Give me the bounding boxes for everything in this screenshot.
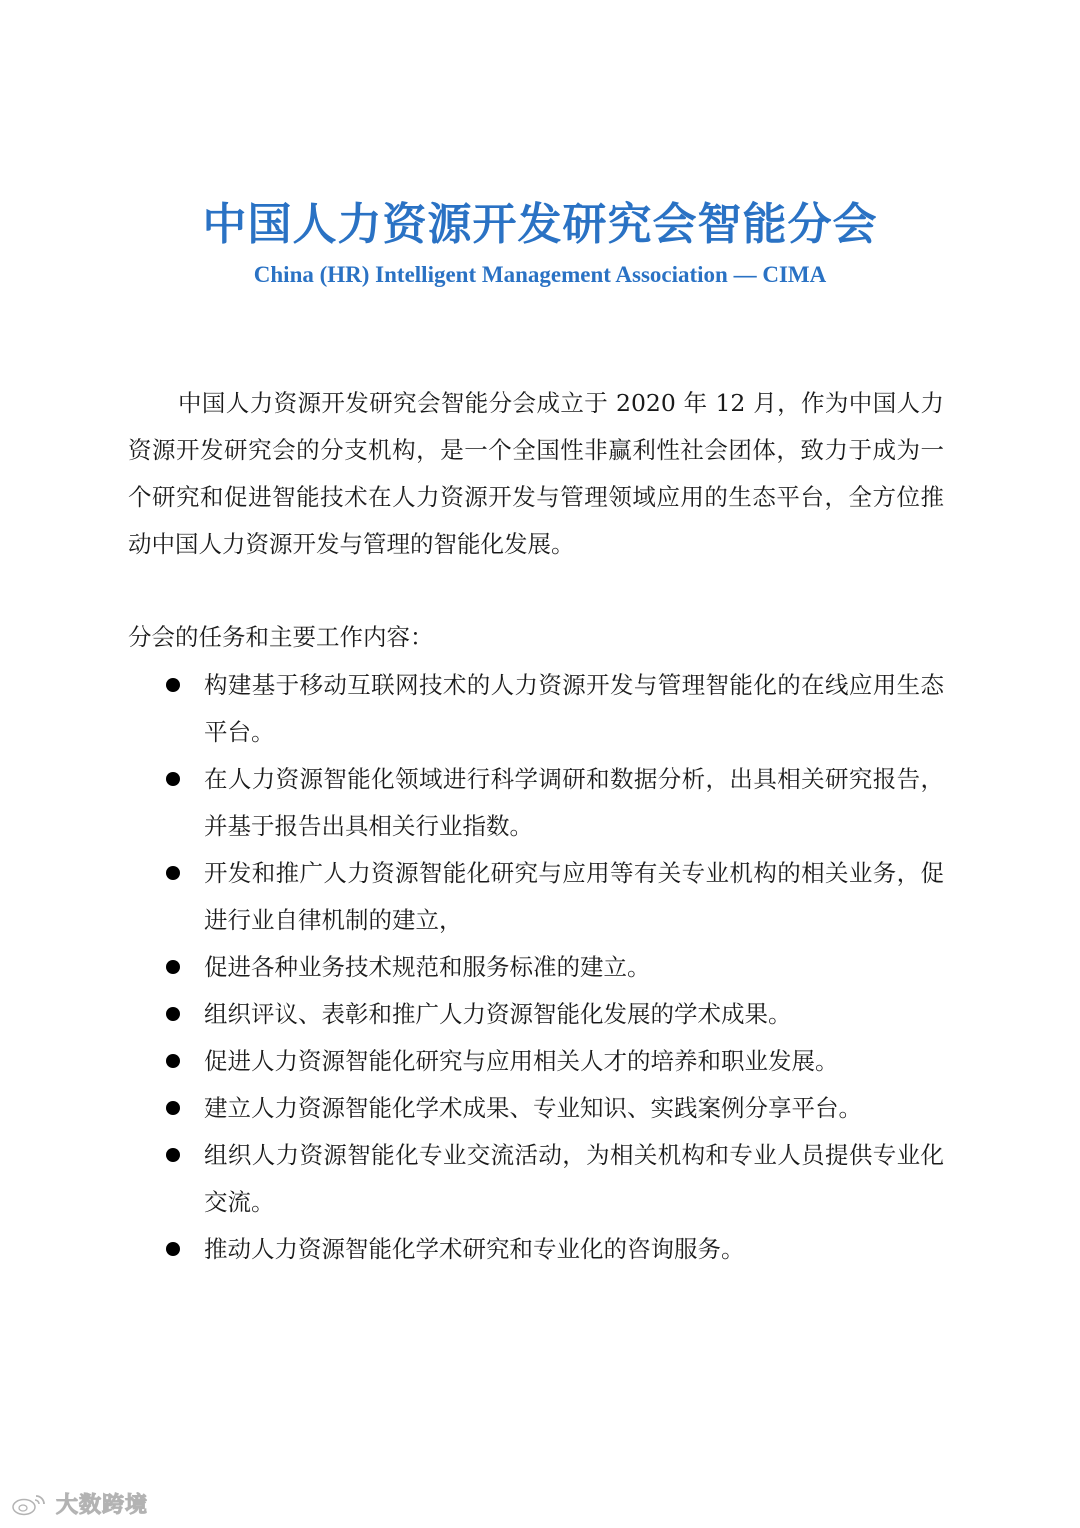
bullet-icon	[166, 866, 180, 880]
list-item-text: 推动人力资源智能化学术研究和专业化的咨询服务。	[204, 1235, 745, 1263]
list-item	[128, 756, 944, 850]
bullet-icon	[166, 1148, 180, 1162]
bullet-icon	[166, 1101, 180, 1115]
list-item	[128, 991, 944, 1038]
list-item	[128, 944, 944, 991]
list-item-text: 组织人力资源智能化专业交流活动，为相关机构和专业人员提供专业化交流。	[204, 1141, 944, 1216]
page-title: 中国人力资源开发研究会智能分会	[202, 199, 878, 250]
intro-paragraph: 中国人力资源开发研究会智能分会成立于 2020 年 12 月，作为中国人力资源开发研究会的分支机构，是一个全国性非赢利性社会团体，致力于成为一个研究和促进智能技术在人力资源开发与管理领域应用的生态平台，全方位推动中国人力资源开发与管理的智能化发展。	[128, 389, 944, 558]
bullet-icon	[166, 1054, 180, 1068]
list-item-text: 开发和推广人力资源智能化研究与应用等有关专业机构的相关业务，促进行业自律机制的建立，	[204, 859, 944, 934]
list-item-text: 建立人力资源智能化学术成果、专业知识、实践案例分享平台。	[204, 1094, 862, 1122]
list-item-text: 促进人力资源智能化研究与应用相关人才的培养和职业发展。	[204, 1047, 839, 1075]
bullet-icon	[166, 1242, 180, 1256]
list-item	[128, 850, 944, 944]
weibo-logo-icon	[10, 1492, 50, 1516]
bullet-icon	[166, 678, 180, 692]
list-item-text: 构建基于移动互联网技术的人力资源开发与管理智能化的在线应用生态平台。	[204, 671, 944, 746]
list-item-text: 促进各种业务技术规范和服务标准的建立。	[204, 953, 651, 981]
list-item-text: 组织评议、表彰和推广人力资源智能化发展的学术成果。	[204, 1000, 792, 1028]
task-list	[128, 662, 944, 1273]
bullet-icon	[166, 1007, 180, 1021]
watermark-text: 大数跨境	[56, 1493, 149, 1518]
list-item	[128, 662, 944, 756]
tasks-heading: 分会的任务和主要工作内容：	[128, 623, 434, 651]
list-item	[128, 1132, 944, 1226]
watermark	[10, 1488, 148, 1519]
list-item	[128, 1085, 944, 1132]
list-item-text: 在人力资源智能化领域进行科学调研和数据分析，出具相关研究报告，并基于报告出具相关行业指数。	[204, 765, 944, 840]
bullet-icon	[166, 960, 180, 974]
list-item	[128, 1226, 944, 1273]
page-subtitle-english: China (HR) Intelligent Management Association — CIMA	[253, 262, 827, 287]
bullet-icon	[166, 772, 180, 786]
list-item	[128, 1038, 944, 1085]
